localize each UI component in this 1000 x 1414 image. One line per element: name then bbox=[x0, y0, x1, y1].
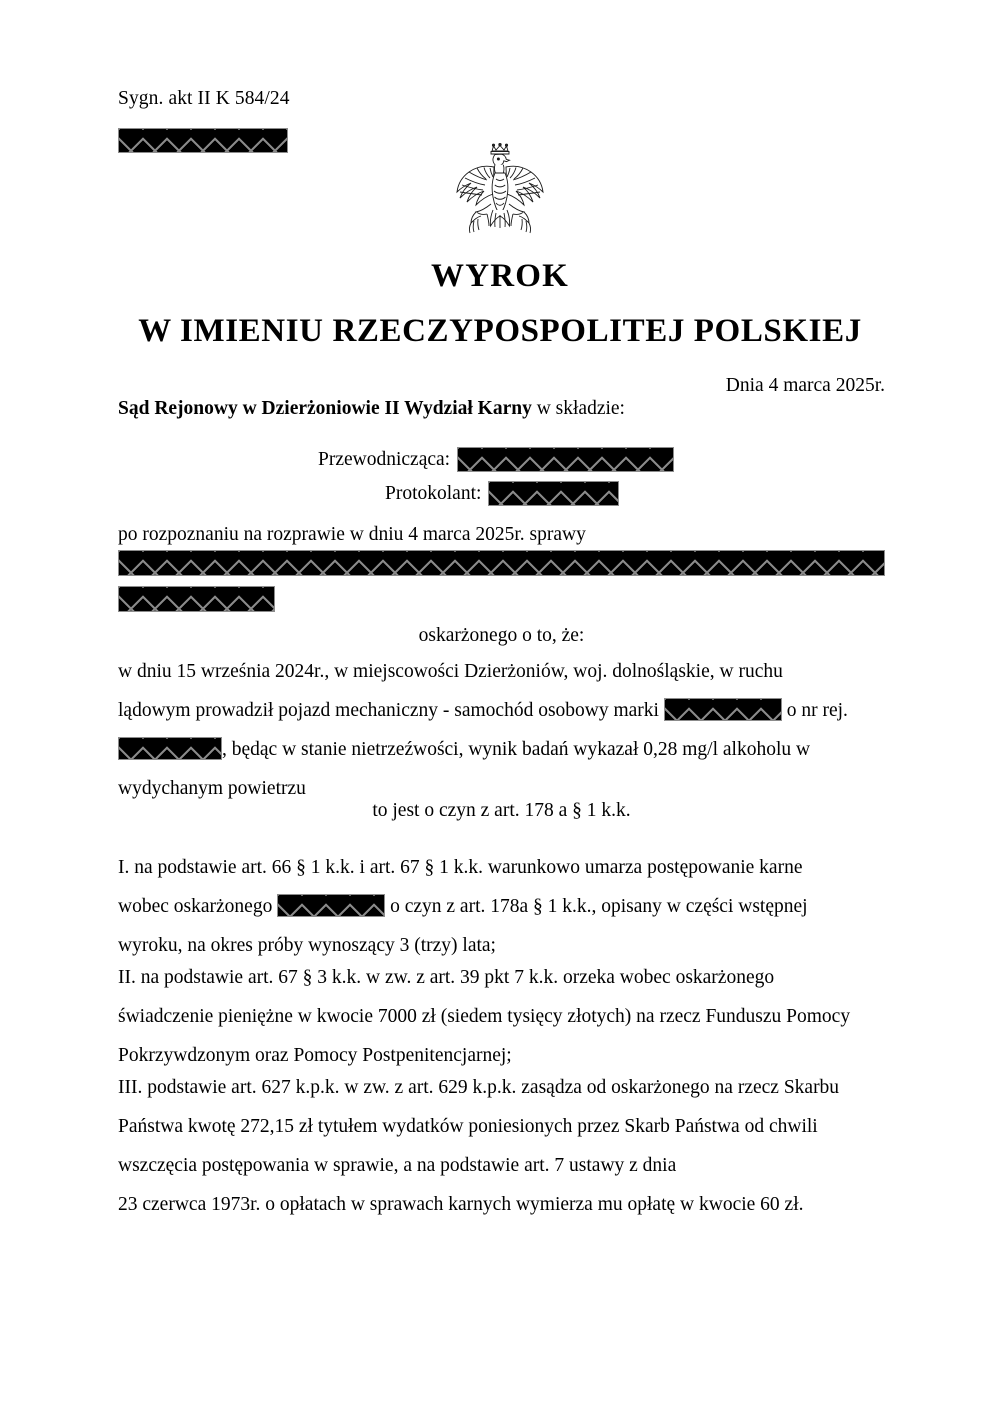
point-i-line-3: wyroku, na okres próby wynoszący 3 (trzy) lata; bbox=[118, 935, 496, 956]
point-iii-line-4: 23 czerwca 1973r. o opłatach w sprawach karnych wymierza mu opłatę w kwocie 60 zł. bbox=[118, 1194, 804, 1215]
judgment-point-iii bbox=[118, 1068, 885, 1224]
redaction-bar-party-short bbox=[118, 586, 275, 612]
polish-eagle-emblem bbox=[443, 138, 557, 243]
point-ii-line-3: Pokrzywdzonym oraz Pomocy Postpenitencjarnej; bbox=[118, 1045, 512, 1066]
court-line bbox=[118, 398, 625, 420]
point-iii-line-2: Państwa kwotę 272,15 zł tytułem wydatków poniesionych przez Skarb Państwa od chwili bbox=[118, 1116, 818, 1137]
redaction-bar-accused-name bbox=[277, 894, 385, 917]
court-suffix: w składzie: bbox=[531, 398, 625, 419]
redaction-bar-court-clerk bbox=[488, 481, 619, 506]
redaction-bar-party-full bbox=[118, 550, 885, 576]
point-i-text-b: o czyn z art. 178a § 1 k.k., opisany w części wstępnej bbox=[390, 896, 808, 917]
redaction-bar-plate bbox=[118, 737, 222, 760]
point-ii-line-1: II. na podstawie art. 67 § 3 k.k. w zw. z art. 39 pkt 7 k.k. orzeka wobec oskarżonego bbox=[118, 967, 775, 988]
presiding-judge-row bbox=[318, 447, 674, 472]
charge-line-2-text-b: o nr rej. bbox=[786, 700, 848, 721]
court-clerk-row bbox=[385, 481, 619, 506]
charge-line-2 bbox=[118, 691, 885, 730]
court-name: Sąd Rejonowy w Dzierżoniowie II Wydział Karny bbox=[118, 398, 532, 419]
redaction-bar-presiding-judge bbox=[457, 447, 674, 472]
judgment-point-i bbox=[118, 848, 885, 965]
charge-description bbox=[118, 652, 885, 808]
charge-line-4: wydychanym powietrzu bbox=[118, 778, 306, 799]
point-i-line-1: I. na podstawie art. 66 § 1 k.k. i art. 67 § 1 k.k. warunkowo umarza postępowanie karne bbox=[118, 857, 803, 878]
point-i-line-2 bbox=[118, 887, 885, 926]
page-title: WYROK bbox=[431, 258, 569, 294]
redaction-bar-car-make bbox=[664, 698, 782, 721]
redaction-bar-header bbox=[118, 128, 288, 153]
point-i-text-a: wobec oskarżonego bbox=[118, 896, 273, 917]
legal-qualification: to jest o czyn z art. 178 a § 1 k.k. bbox=[372, 800, 631, 821]
point-iii-line-3: wszczęcia postępowania w sprawie, a na podstawie art. 7 ustawy z dnia bbox=[118, 1155, 677, 1176]
judgment-date: Dnia 4 marca 2025r. bbox=[725, 375, 885, 396]
point-iii-line-1: III. podstawie art. 627 k.p.k. w zw. z art. 629 k.p.k. zasądza od oskarżonego na rzecz Skarbu bbox=[118, 1077, 840, 1098]
hearing-line: po rozpoznaniu na rozprawie w dniu 4 marca 2025r. sprawy bbox=[118, 524, 586, 545]
court-clerk-label: Protokolant: bbox=[385, 482, 482, 504]
charge-line-3-text: , będąc w stanie nietrzeźwości, wynik badań wykazał 0,28 mg/l alkoholu w bbox=[222, 739, 811, 760]
case-signature: Sygn. akt II K 584/24 bbox=[118, 88, 290, 109]
judgment-point-ii bbox=[118, 958, 885, 1075]
presiding-judge-label: Przewodnicząca: bbox=[318, 448, 451, 470]
point-ii-line-2: świadczenie pieniężne w kwocie 7000 zł (siedem tysięcy złotych) na rzecz Funduszu Pomocy bbox=[118, 1006, 851, 1027]
charge-line-3 bbox=[118, 730, 885, 769]
charge-line-1: w dniu 15 września 2024r., w miejscowości Dzierżoniów, woj. dolnośląskie, w ruchu bbox=[118, 661, 783, 682]
charge-line-2-text-a: lądowym prowadził pojazd mechaniczny - samochód osobowy marki bbox=[118, 700, 659, 721]
page-subtitle: W IMIENIU RZECZYPOSPOLITEJ POLSKIEJ bbox=[138, 313, 862, 349]
accused-intro: oskarżonego o to, że: bbox=[418, 625, 585, 646]
